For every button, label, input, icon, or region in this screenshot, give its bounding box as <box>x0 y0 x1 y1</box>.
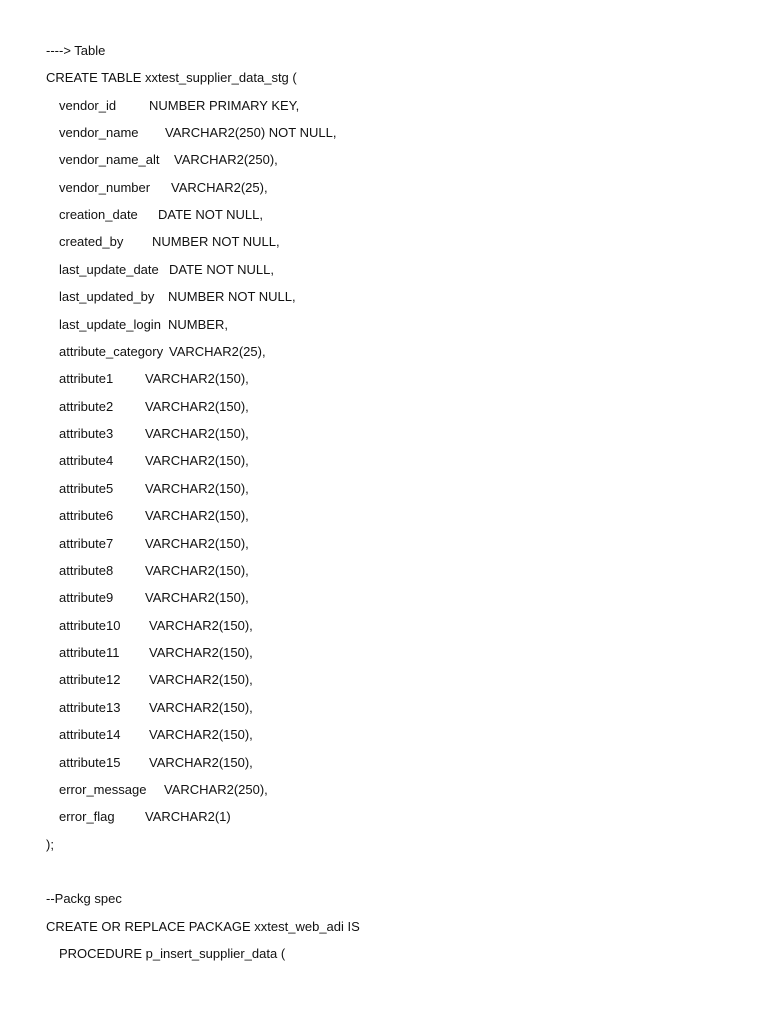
column-name: attribute9 <box>59 590 114 605</box>
column-type: NUMBER PRIMARY KEY, <box>149 98 300 113</box>
close-paren-line: ); <box>46 837 54 852</box>
column-type: VARCHAR2(25), <box>169 344 266 359</box>
column-type: VARCHAR2(250), <box>174 152 278 167</box>
column-type: VARCHAR2(150), <box>145 536 249 551</box>
column-type: VARCHAR2(250), <box>164 782 268 797</box>
column-name: attribute15 <box>59 755 121 770</box>
column-type: VARCHAR2(150), <box>145 563 249 578</box>
create-table-line: CREATE TABLE xxtest_supplier_data_stg ( <box>46 70 297 85</box>
column-name: vendor_name_alt <box>59 152 160 167</box>
column-type: VARCHAR2(150), <box>149 672 253 687</box>
column-name: attribute1 <box>59 371 114 386</box>
column-type: VARCHAR2(150), <box>149 727 253 742</box>
column-name: attribute_category <box>59 344 164 359</box>
column-name: attribute6 <box>59 508 114 523</box>
column-name: attribute14 <box>59 727 121 742</box>
column-type: VARCHAR2(150), <box>145 371 249 386</box>
column-type: NUMBER NOT NULL, <box>152 234 280 249</box>
section-heading-package-spec: --Packg spec <box>46 891 122 906</box>
column-type: DATE NOT NULL, <box>169 262 274 277</box>
section-heading-table: ----> Table <box>46 43 106 58</box>
column-name: last_update_login <box>59 317 161 332</box>
column-type: VARCHAR2(150), <box>145 426 249 441</box>
column-name: attribute5 <box>59 481 114 496</box>
column-name: attribute8 <box>59 563 114 578</box>
column-name: attribute12 <box>59 672 121 687</box>
column-definition <box>0 809 231 873</box>
column-type: VARCHAR2(25), <box>171 180 268 195</box>
column-name: error_message <box>59 782 147 797</box>
column-name: last_updated_by <box>59 289 155 304</box>
column-type: VARCHAR2(250) NOT NULL, <box>165 125 337 140</box>
column-type: VARCHAR2(1) <box>145 809 231 824</box>
column-type: VARCHAR2(150), <box>145 453 249 468</box>
column-name: created_by <box>59 234 124 249</box>
column-name: error_flag <box>59 809 115 824</box>
column-name: vendor_number <box>59 180 151 195</box>
column-type: NUMBER NOT NULL, <box>168 289 296 304</box>
column-name: attribute13 <box>59 700 121 715</box>
column-name: creation_date <box>59 207 138 222</box>
column-name: vendor_id <box>59 98 117 113</box>
procedure-line: PROCEDURE p_insert_supplier_data ( <box>59 946 286 961</box>
column-name: attribute2 <box>59 399 114 414</box>
column-type: VARCHAR2(150), <box>145 590 249 605</box>
column-name: attribute7 <box>59 536 114 551</box>
column-type: VARCHAR2(150), <box>145 399 249 414</box>
column-name: attribute10 <box>59 618 121 633</box>
column-name: vendor_name <box>59 125 139 140</box>
column-type: VARCHAR2(150), <box>145 508 249 523</box>
column-type: VARCHAR2(150), <box>149 645 253 660</box>
column-type: VARCHAR2(150), <box>149 618 253 633</box>
column-type: DATE NOT NULL, <box>158 207 263 222</box>
column-name: attribute11 <box>59 645 120 660</box>
create-package-line: CREATE OR REPLACE PACKAGE xxtest_web_adi IS <box>46 919 360 934</box>
column-type: VARCHAR2(150), <box>149 700 253 715</box>
column-type: VARCHAR2(150), <box>149 755 253 770</box>
column-type: VARCHAR2(150), <box>145 481 249 496</box>
column-name: last_update_date <box>59 262 159 277</box>
column-name: attribute4 <box>59 453 114 468</box>
column-type: NUMBER, <box>168 317 228 332</box>
column-name: attribute3 <box>59 426 114 441</box>
